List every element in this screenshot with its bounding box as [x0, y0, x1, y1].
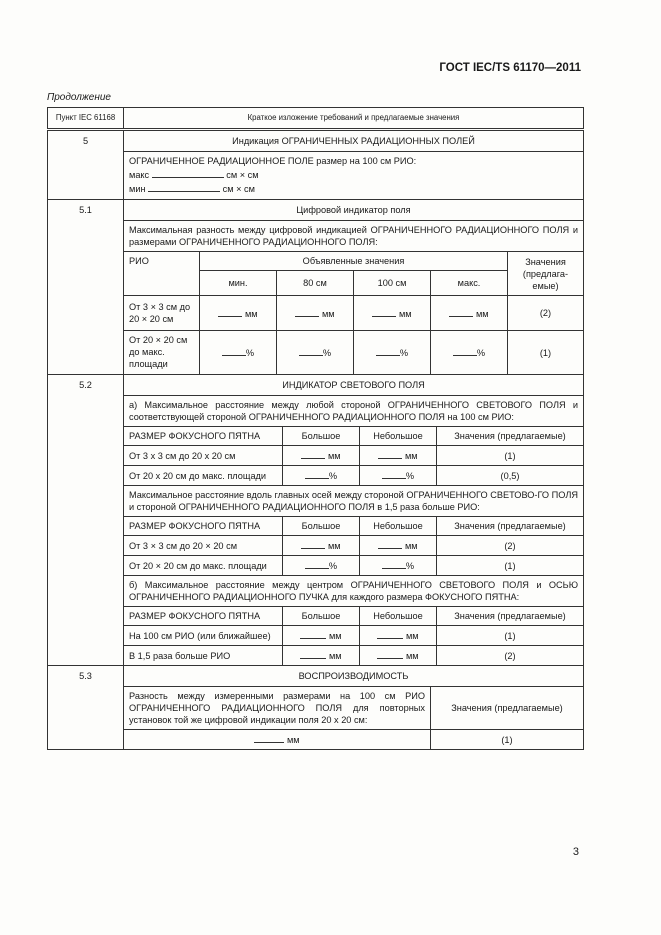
header-clause: Пункт IEC 61168 [48, 108, 124, 130]
col-small: Небольшое [360, 517, 437, 536]
requirements-table [47, 107, 584, 750]
col-values: Значения (предлагаемые) [437, 517, 584, 536]
proposed-value: (1) [437, 556, 584, 576]
unit: мм [404, 451, 418, 461]
clause-number: 5.1 [48, 200, 124, 375]
col-spot-size: РАЗМЕР ФОКУСНОГО ПЯТНА [124, 517, 283, 536]
proposed-value: (1) [437, 446, 584, 466]
subsection-b-text: Максимальное расстояние вдоль главных осей между стороной ОГРАНИЧЕННОГО СВЕТОВО-ГО ПОЛЯ и стороной ОГРАНИЧЕННОГО РАДИАЦИОННОГО ПОЛЯ в 1,5 раза больше РИО: [124, 485, 583, 517]
col-values: Значения (предлагаемые) [437, 427, 584, 446]
section-text: Максимальная разность между цифровой индикацией ОГРАНИЧЕННОГО РАДИАЦИОННОГО ПОЛЯ и размерами ОГРАНИЧЕННОГО РАДИАЦИОННОГО ПОЛЯ: [124, 221, 583, 252]
unit: % [476, 348, 486, 358]
proposed-value: (1) [431, 730, 584, 750]
header-summary: Краткое изложение требований и предлагаемые значения [124, 108, 584, 130]
section-title: ИНДИКАТОР СВЕТОВОГО ПОЛЯ [124, 375, 583, 396]
row-label: От 3 × 3 см до 20 × 20 см [124, 536, 283, 556]
table-row [124, 536, 583, 556]
col-max: макс. [431, 271, 508, 296]
table-row [124, 646, 583, 666]
proposed-value: (2) [437, 646, 584, 666]
section-title: ВОСПРОИЗВОДИМОСТЬ [124, 666, 583, 687]
table-row [124, 556, 583, 576]
section-text: Разность между измеренными размерами на 100 см РИО ОГРАНИЧЕННОГО РАДИАЦИОННОГО ПОЛЯ для повторных установок той же цифровой индикации поля 20 х 20 см: [124, 687, 431, 730]
unit: мм [475, 308, 489, 319]
col-values: Значения (предлага-емые) [508, 252, 584, 296]
min-unit: см × см [222, 184, 255, 194]
col-small: Небольшое [360, 427, 437, 446]
unit: мм [398, 308, 412, 319]
unit: мм [328, 631, 342, 641]
col-spot-size: РАЗМЕР ФОКУСНОГО ПЯТНА [124, 607, 283, 626]
clause-number: 5 [48, 130, 124, 200]
proposed-value: (2) [508, 296, 584, 331]
page-number: 3 [572, 846, 579, 858]
col-declared: Объявленные значения [200, 252, 508, 271]
unit: мм [321, 308, 335, 319]
col-large: Большое [283, 517, 360, 536]
table-row [124, 466, 583, 486]
min-field-line [129, 182, 578, 196]
reproducibility-table [124, 687, 583, 749]
section-title: Цифровой индикатор поля [124, 200, 583, 221]
section-5-2-row [48, 375, 584, 666]
unit: мм [405, 651, 419, 661]
col-spot-size: РАЗМЕР ФОКУСНОГО ПЯТНА [124, 427, 283, 446]
unit: % [245, 348, 255, 358]
clause-number: 5.3 [48, 666, 124, 750]
row-label: В 1,5 раза больше РИО [124, 646, 283, 666]
clause-number: 5.2 [48, 375, 124, 666]
row-label: От 3 х 3 см до 20 х 20 см [124, 446, 283, 466]
table-row [124, 730, 583, 750]
proposed-value: (1) [437, 626, 584, 646]
standard-designation: ГОСТ IEC/TS 61170—2011 [439, 62, 581, 74]
light-field-table-a [124, 427, 583, 485]
subsection-a-text: а) Максимальное расстояние между любой стороной ОГРАНИЧЕННОГО СВЕТОВОГО ПОЛЯ и соответствующей стороной ОГРАНИЧЕННОГО РАДИАЦИОННОГО ПОЛЯ на 100 см РИО: [124, 396, 583, 427]
row-label: От 20 × 20 см до макс. площади [124, 556, 283, 576]
section-5-1-row [48, 200, 584, 375]
max-unit: см × см [226, 170, 259, 180]
row-label: От 20 × 20 см до макс. площади [124, 331, 200, 375]
col-100: 100 см [354, 271, 431, 296]
unit: % [405, 471, 415, 481]
unit: мм [327, 541, 341, 551]
section-title: Индикация ОГРАНИЧЕННЫХ РАДИАЦИОННЫХ ПОЛЕЙ [124, 131, 583, 152]
unit: % [399, 348, 409, 358]
col-values: Значения (предлагаемые) [431, 687, 584, 730]
col-rio: РИО [124, 252, 200, 296]
unit: % [322, 348, 332, 358]
section-text: ОГРАНИЧЕННОЕ РАДИАЦИОННОЕ ПОЛЕ размер на 100 см РИО: [129, 156, 417, 166]
section-5-row [48, 130, 584, 200]
max-label: макс [129, 170, 150, 180]
col-values: Значения (предлагаемые) [437, 607, 584, 626]
min-label: мин [129, 184, 146, 194]
unit: % [405, 561, 415, 571]
light-field-table-c [124, 607, 583, 665]
row-label: От 3 × 3 см до 20 × 20 см [124, 296, 200, 331]
table-header-row [48, 108, 584, 130]
col-large: Большое [283, 607, 360, 626]
proposed-value: (1) [508, 331, 584, 375]
light-field-table-b [124, 517, 583, 575]
unit: % [328, 471, 338, 481]
table-row [124, 331, 583, 375]
max-field-line [129, 168, 578, 182]
unit: % [328, 561, 338, 571]
row-label: От 20 х 20 см до макс. площади [124, 466, 283, 486]
row-label: На 100 см РИО (или ближайшее) [124, 626, 283, 646]
table-row [124, 296, 583, 331]
unit: мм [286, 735, 300, 745]
col-80: 80 см [277, 271, 354, 296]
subsection-c-text: б) Максимальное расстояние между центром ОГРАНИЧЕННОГО СВЕТОВОГО ПОЛЯ и ОСЬЮ ОГРАНИЧЕННОГО РАДИАЦИОННОГО ПУЧКА для каждого размера ФОКУСНОГО ПЯТНА: [124, 575, 583, 607]
proposed-value: (2) [437, 536, 584, 556]
unit: мм [404, 541, 418, 551]
table-row [124, 626, 583, 646]
continuation-label: Продолжение [47, 92, 111, 103]
unit: мм [244, 308, 258, 319]
field-indicator-table [124, 252, 583, 374]
unit: мм [327, 451, 341, 461]
proposed-value: (0,5) [437, 466, 584, 486]
col-min: мин. [200, 271, 277, 296]
unit: мм [328, 651, 342, 661]
unit: мм [405, 631, 419, 641]
col-small: Небольшое [360, 607, 437, 626]
table-row [124, 446, 583, 466]
col-large: Большое [283, 427, 360, 446]
section-5-3-row [48, 666, 584, 750]
